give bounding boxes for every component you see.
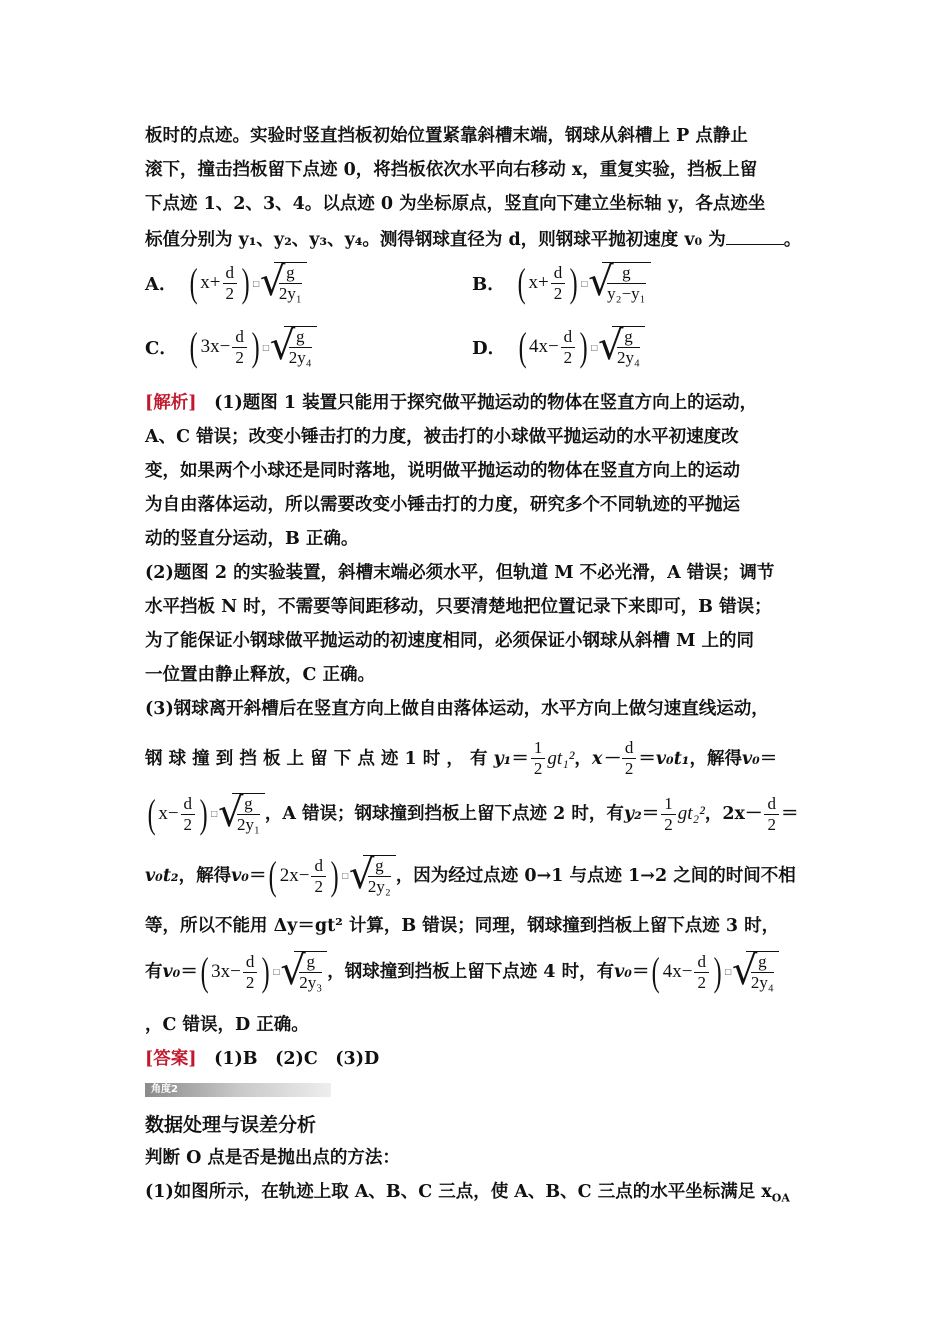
l15-text-b: ，钢球撞到挡板上留下点迹 4 时，有 [327, 962, 615, 982]
paren-close: ) [262, 949, 271, 994]
section-line-2 [145, 1180, 810, 1211]
answer-tag: [答案] [145, 1049, 197, 1069]
eq: ＝ [180, 962, 198, 982]
paren-open: ( [200, 949, 209, 994]
option-b-label: B． [472, 274, 506, 295]
answer-blank [726, 226, 784, 245]
coef: 4x− [662, 961, 693, 982]
paren-close: ) [579, 324, 588, 369]
analysis-line-7: 水平挡板 N 时，不需要等间距移动，只要清楚地把位置记录下来即可，B 错误； [145, 597, 772, 617]
paren-open: ( [518, 324, 527, 369]
sqrt: √ $\frac{g}{\text{2y₁}}$ [218, 793, 265, 835]
option-b-coef: x+ [528, 272, 549, 293]
2x-minus: 2x－ [722, 804, 763, 824]
option-d-frac: $\frac{d}{2}$ [561, 327, 576, 368]
question-line-4-text: 标值分别为 y₁、y₂、y₃、y₄。测得钢球直径为 d，则钢球平抛初速度 v₀ 为 [145, 230, 726, 250]
option-c-sqrt: √ $\frac{g}{\text{2y₄}}$ [270, 326, 317, 368]
l15-text-a: 有 [145, 962, 163, 982]
placeholder-glyph: □ [724, 967, 732, 976]
l11-text-b: ，解得 [689, 748, 742, 769]
eq: ＝ [780, 804, 799, 824]
x-minus: x－ [591, 748, 620, 769]
sqrt: √ $\frac{g}{\text{2y₃}}$ [280, 951, 327, 993]
analysis-line-13 [145, 854, 810, 898]
comma: ， [574, 748, 592, 769]
answer-line [145, 1047, 810, 1071]
option-c-coef: 3x− [200, 336, 231, 357]
paren-close: ) [330, 853, 339, 898]
d-frac: $\frac{d}{2}$ [622, 738, 637, 779]
question-line-2: 滚下，撞击挡板留下点迹 0，将挡板依次水平向右移动 x，重复实验，挡板上留 [145, 160, 758, 180]
gt2: gt₂² [677, 803, 705, 824]
analysis-line-8: 为了能保证小钢球做平抛运动的初速度相同，必须保证小钢球从斜槽 M 上的同 [145, 631, 755, 651]
placeholder-glyph: □ [580, 278, 589, 288]
placeholder-glyph: □ [341, 871, 349, 880]
analysis-line-15 [145, 950, 810, 994]
analysis-text: (1)题图 1 装置只能用于探究做平抛运动的物体在竖直方向上的运动， [214, 393, 758, 413]
placeholder-glyph: □ [272, 967, 281, 976]
option-a[interactable] [145, 259, 307, 305]
option-a-coef: x+ [200, 272, 221, 293]
analysis-line-6: (2)题图 2 的实验装置，斜槽末端必须水平，但轨道 M 不必光滑，A 错误；调节 [145, 563, 775, 583]
l11-text-a: 钢 球 撞 到 挡 板 上 留 下 点 迹 1 时 ， 有 [145, 748, 488, 769]
paren-open: ( [189, 324, 198, 369]
angle-tag [145, 1083, 331, 1097]
option-c-label: C． [145, 338, 178, 359]
half-frac: $\frac{1}{2}$ [661, 794, 676, 835]
placeholder-glyph: □ [590, 342, 599, 352]
y1: y₁ [493, 748, 512, 769]
v0: v₀ [614, 962, 632, 982]
option-d-coef: 4x− [528, 336, 559, 357]
option-c-frac: $\frac{d}{2}$ [232, 327, 247, 368]
gt1: gt₁² [547, 747, 575, 769]
option-b-sqrt: √ $\frac{g}{\text{y₂−y₁}}$ [588, 262, 650, 304]
option-a-sqrt: √ $\frac{g}{\text{2y₁}}$ [260, 262, 307, 304]
paren-open: ( [189, 260, 198, 305]
d-frac: $\frac{d}{2}$ [694, 952, 709, 993]
question-line-4-end: 。 [783, 230, 802, 250]
question-line-4 [145, 226, 810, 252]
coef: x− [158, 803, 179, 824]
question-line-1: 板时的点迹。实验时竖直挡板初始位置紧靠斜槽末端，钢球从斜槽上 P 点静止 [145, 126, 748, 146]
eq: ＝ [759, 748, 778, 769]
sqrt: √ $\frac{g}{\text{2y₄}}$ [732, 951, 779, 993]
v0t1: v₀t₁ [655, 748, 690, 769]
section-line-2-sub: OA [771, 1191, 790, 1205]
analysis-line-16: ，C 错误，D 正确。 [145, 1015, 309, 1035]
paren-close: ) [569, 260, 578, 305]
analysis-tag: [解析] [145, 393, 197, 413]
l13-text-b: ，因为经过点迹 0→1 与点迹 1→2 之间的时间不相 [395, 866, 796, 886]
option-b-frac: $\frac{d}{2}$ [551, 263, 566, 304]
eq: ＝ [641, 804, 660, 824]
analysis-line-2: A、C 错误；改变小锤击打的力度，被击打的小球做平抛运动的水平初速度改 [145, 427, 739, 447]
option-c[interactable] [145, 323, 317, 369]
analysis-line-9: 一位置由静止释放，C 正确。 [145, 665, 376, 685]
eq: ＝ [638, 748, 656, 769]
option-b[interactable] [472, 259, 651, 305]
option-a-label: A． [145, 274, 177, 295]
analysis-line-11 [145, 738, 810, 779]
section-line-1: 判断 O 点是否是抛出点的方法： [145, 1148, 400, 1168]
option-d[interactable] [472, 323, 645, 369]
analysis-line-14: 等，所以不能用 Δy＝gt² 计算，B 错误；同理，钢球撞到挡板上留下点迹 3 时， [145, 916, 780, 936]
v0t2: v₀t₂ [145, 866, 179, 886]
analysis-line-10: (3)钢球离开斜槽后在竖直方向上做自由落体运动，水平方向上做匀速直线运动， [145, 699, 769, 719]
section-title: 数据处理与误差分析 [145, 1114, 317, 1136]
d-frac: $\frac{d}{2}$ [243, 952, 258, 993]
paren-close: ) [199, 791, 208, 836]
comma: ， [704, 804, 723, 824]
paren-open: ( [269, 853, 278, 898]
y2: y₂ [623, 804, 642, 824]
analysis-line-5: 动的竖直分运动，B 正确。 [145, 529, 359, 549]
paren-open: ( [147, 791, 156, 836]
paren-close: ) [241, 260, 250, 305]
question-line-3: 下点迹 1、2、3、4。以点迹 0 为坐标原点，竖直向下建立坐标轴 y，各点迹坐 [145, 194, 766, 214]
option-d-label: D． [472, 338, 506, 359]
angle-tag-text: 角度2 [151, 1084, 178, 1095]
paren-open: ( [517, 260, 526, 305]
coef: 3x− [211, 961, 241, 982]
d-frac: $\frac{d}{2}$ [181, 794, 196, 835]
v0: v₀ [231, 866, 249, 886]
d-frac: $\frac{d}{2}$ [311, 856, 326, 897]
analysis-line-12 [145, 792, 810, 836]
placeholder-glyph: □ [252, 278, 260, 288]
sqrt: √ $\frac{g}{\text{2y₂}}$ [349, 855, 396, 897]
answer-text: (1)B (2)C (3)D [214, 1049, 380, 1069]
l12-text: ，A 错误；钢球撞到挡板上留下点迹 2 时，有 [264, 804, 624, 824]
coef: 2x− [279, 865, 310, 886]
option-d-sqrt: √ $\frac{g}{\text{2y₄}}$ [598, 326, 645, 368]
paren-close: ) [713, 949, 722, 994]
section-line-2-text: (1)如图所示，在轨迹上取 A、B、C 三点，使 A、B、C 三点的水平坐标满足 x [145, 1182, 772, 1202]
option-a-frac: $\frac{d}{2}$ [223, 263, 238, 304]
analysis-line-4: 为自由落体运动，所以需要改变小锤击打的力度，研究多个不同轨迹的平抛运 [145, 495, 740, 515]
eq: ＝ [248, 866, 267, 886]
placeholder-glyph: □ [210, 809, 218, 818]
eq: ＝ [511, 748, 529, 769]
l13-text-a: ，解得 [178, 866, 232, 886]
v0: v₀ [741, 748, 760, 769]
v0: v₀ [162, 962, 181, 982]
analysis-line-3: 变，如果两个小球还是同时落地，说明做平抛运动的物体在竖直方向上的运动 [145, 461, 740, 481]
analysis-line-1 [145, 391, 810, 415]
placeholder-glyph: □ [262, 342, 270, 352]
d-frac: $\frac{d}{2}$ [764, 794, 779, 835]
paren-open: ( [652, 949, 661, 994]
half-frac: $\frac{1}{2}$ [531, 738, 546, 779]
paren-close: ) [251, 324, 260, 369]
eq: ＝ [631, 962, 650, 982]
